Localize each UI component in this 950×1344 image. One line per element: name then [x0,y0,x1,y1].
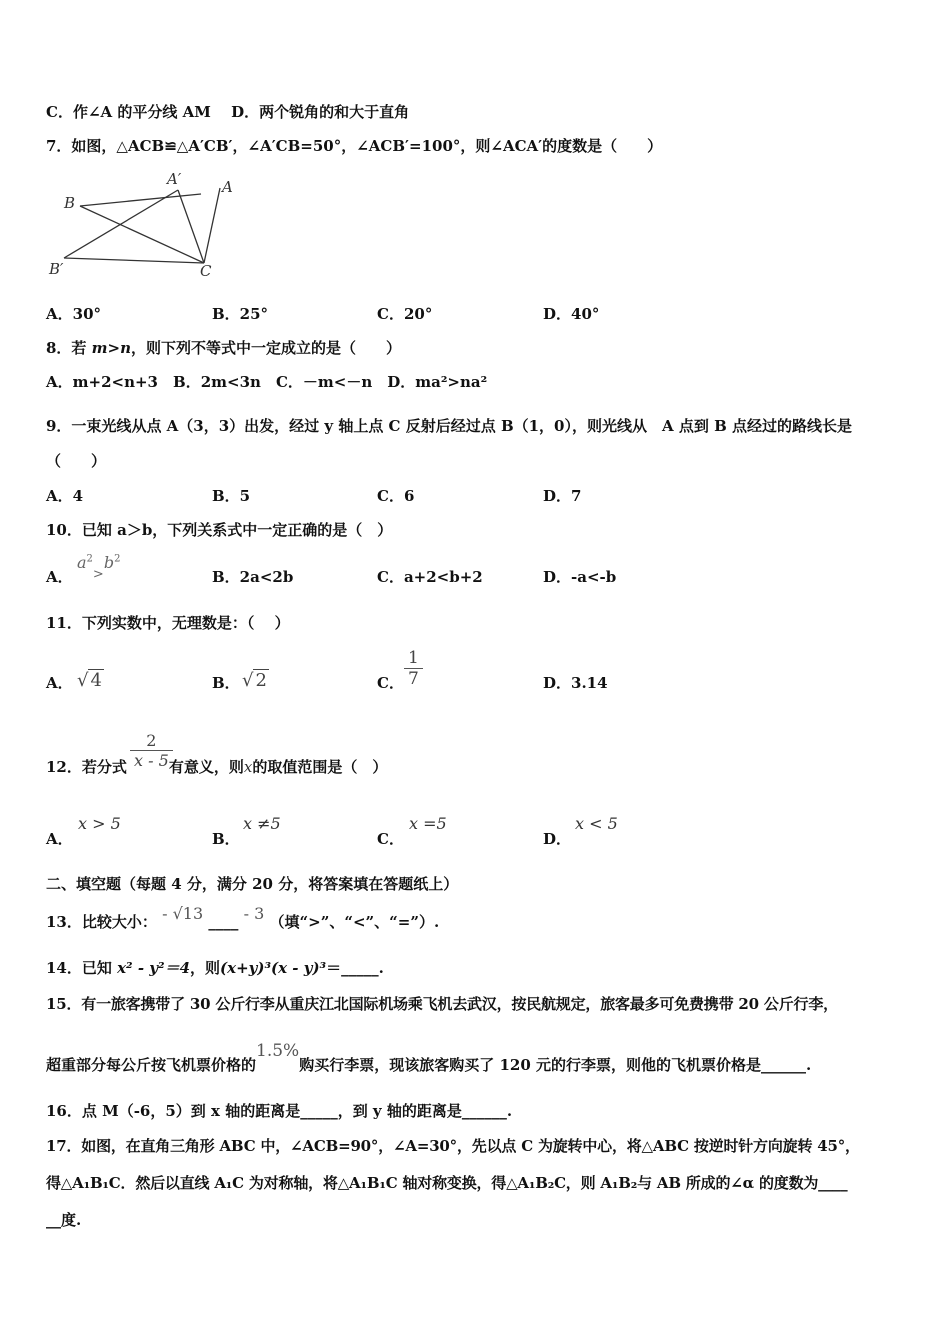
q10-option-a-math: $a^2_>b^2$ [77,553,121,582]
q9-stem-cont: （ ） [46,452,107,470]
q7-stem: 7．如图，△ACB≌△A′CB′，∠A′CB=50°，∠ACB′=100°，则∠ACA′的度数是（ ） [46,137,663,155]
q9-option-b: B．5 [212,487,251,505]
q14-condition: x² - y²＝4 [117,959,191,977]
q11-option-a-label: A． [46,674,73,692]
q8-stem: 8．若 m>n，则下列不等式中一定成立的是（ ） [46,339,402,357]
q8-option-a: A．m+2<n+3 [46,373,158,391]
q11-option-d: D．3.14 [543,674,608,692]
q16-blank2: ______ [461,1102,507,1120]
q6-option-d: D．两个锐角的和大于直角 [231,103,410,121]
q9-option-d: D．7 [543,487,582,505]
q7-option-b: B．25° [212,305,269,323]
q12-option-d-label: D． [543,830,572,848]
q7-option-a: A．30° [46,305,102,323]
q15-blank: ______ [760,1056,806,1074]
q8-options [46,372,487,392]
q11-option-c-label: C． [377,674,404,692]
q15-percent: 1.5% [256,1041,300,1061]
q10-option-b: B．2a<2b [212,568,294,586]
q12-option-c-math: x =5 [409,814,447,833]
q7-label-b: B [64,194,76,212]
q12-option-a-math: x > 5 [78,814,121,833]
q7-option-d: D．40° [543,305,600,323]
q12-option-d-math: x < 5 [575,814,618,833]
q16: 16．点 M（-6，5）到 x 轴的距离是_____，到 y 轴的距离是______. [46,1102,513,1120]
q13-right: - 3 [243,904,265,923]
q15-line1: 15．有一旅客携带了 30 公斤行李从重庆江北国际机场乘飞机去武汉，按民航规定，旅客最多可免费携带 20 公斤行李， [46,995,838,1013]
q16-blank1: _____ [300,1102,338,1120]
q15-line2: 超重部分每公斤按飞机票价格的1.5%购买行李票，现该旅客购买了 120 元的行李票，则他的飞机票价格是______. [46,1041,812,1074]
q11-option-c-fraction: $\frac{1}{7}$ [404,648,423,689]
q11-option-b-sqrt: √ 2 [242,670,267,691]
q7-label-c: C [200,262,212,280]
q12-option-b-math: x ≠5 [243,814,281,833]
q6-option-c: C．作∠A 的平分线 AM [46,103,211,121]
q7-figure [46,168,246,280]
q12-stem: 12．若分式 有意义，则x的取值范围是（ ） [46,758,388,776]
q7-label-a-prime: A′ [167,170,182,188]
q7-label-a: A [222,178,233,196]
q10-option-d: D．-a<-b [543,568,617,586]
q11-option-a-sqrt: √ 4 [77,670,102,691]
q9-option-c: C．6 [377,487,415,505]
q10-option-c: C．a+2<b+2 [377,568,483,586]
q9-option-a: A．4 [46,487,84,505]
q12-fraction: $\frac{2}{x - 5}$ [130,731,173,770]
q7-label-b-prime: B′ [49,260,64,278]
q10-option-a-label: A． [46,568,73,586]
q17-line3: __度. [46,1211,82,1229]
q8-condition: m>n [91,339,132,357]
q6-options [46,102,409,122]
q13-blank: ____ [208,913,239,931]
q17-line2: 得△A₁B₁C．然后以直线 A₁C 为对称轴，将△A₁B₁C 轴对称变换，得△A₁B₂C，则 A₁B₂与 AB 所成的∠α 的度数为____ [46,1174,848,1192]
q17-line1: 17．如图，在直角三角形 ABC 中，∠ACB=90°，∠A=30°，先以点 C 为旋转中心，将△ABC 按逆时针方向旋转 45°， [46,1137,860,1155]
q8-option-c: C．－m<－n [275,373,373,391]
q8-option-d: D．ma²>na² [387,373,488,391]
q9-stem: 9．一束光线从点 A（3，3）出发，经过 y 轴上点 C 反射后经过点 B（1，0），则光线从 A 点到 B 点经过的路线长是 [46,417,852,435]
q11-option-b-label: B． [212,674,240,692]
q12-option-c-label: C． [377,830,404,848]
section2-title: 二、填空题（每题 4 分，满分 20 分，将答案填在答题纸上） [46,875,459,893]
q7-option-c: C．20° [377,305,433,323]
q13: 13．比较大小： - √13 ____ - 3 （填“>”、“<”、“=”）. [46,904,440,931]
q14: 14．已知 x² - y²＝4，则(x+y)³(x - y)³＝_____. [46,959,384,977]
q8-option-b: B．2m<3n [173,373,261,391]
q14-expression: (x+y)³(x - y)³ [220,959,327,977]
q12-option-a-label: A． [46,830,73,848]
q14-blank: _____ [341,959,379,977]
q10-stem: 10．已知 a＞b，下列关系式中一定正确的是（ ） [46,521,393,539]
q13-left: - √13 [162,904,204,923]
q11-stem: 11．下列实数中，无理数是：（ ） [46,614,290,632]
q12-option-b-label: B． [212,830,240,848]
